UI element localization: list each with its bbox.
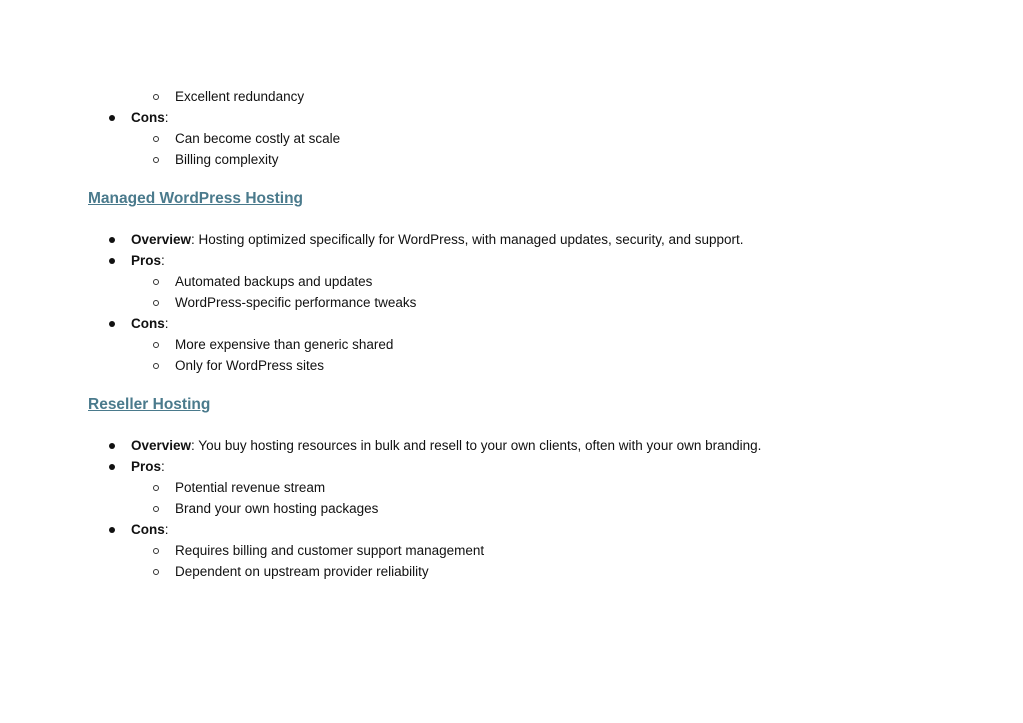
sub-item-text: Dependent on upstream provider reliability <box>175 564 429 579</box>
sub-item-text: WordPress-specific performance tweaks <box>175 295 417 310</box>
overview-text: : You buy hosting resources in bulk and resell to your own clients, often with your own branding. <box>191 438 762 453</box>
sub-item-text: Billing complexity <box>175 152 279 167</box>
colon-text: : <box>164 522 169 537</box>
hollow-bullet-icon <box>153 363 159 369</box>
hollow-bullet-icon <box>153 506 159 512</box>
cons-label: Cons <box>131 316 165 331</box>
colon-text: : <box>161 459 165 474</box>
bullet-icon <box>109 443 115 449</box>
sub-item-text: Automated backups and updates <box>175 274 373 289</box>
hollow-bullet-icon <box>153 157 159 163</box>
bullet-icon <box>109 258 115 264</box>
hollow-bullet-icon <box>153 94 159 100</box>
sub-item-text: Only for WordPress sites <box>175 358 325 373</box>
sub-item-text: Requires billing and customer support management <box>175 543 485 558</box>
overview-text: : Hosting optimized specifically for WordPress, with managed updates, security, and support. <box>191 232 744 247</box>
section-heading-reseller: Reseller Hosting <box>88 396 211 413</box>
hollow-bullet-icon <box>153 300 159 306</box>
hollow-bullet-icon <box>153 569 159 575</box>
overview-label: Overview <box>131 438 192 453</box>
cons-label: Cons <box>131 110 165 125</box>
cons-label: Cons <box>131 522 165 537</box>
hollow-bullet-icon <box>153 279 159 285</box>
section-heading-managed-wordpress: Managed WordPress Hosting <box>88 190 304 207</box>
colon-text: : <box>164 110 169 125</box>
pros-label: Pros <box>131 459 162 474</box>
bullet-icon <box>109 464 115 470</box>
sub-item-text: Can become costly at scale <box>175 131 341 146</box>
overview-label: Overview <box>131 232 192 247</box>
hollow-bullet-icon <box>153 548 159 554</box>
sub-item-text: Brand your own hosting packages <box>175 501 379 516</box>
hollow-bullet-icon <box>153 485 159 491</box>
colon-text: : <box>164 316 169 331</box>
bullet-icon <box>109 115 115 121</box>
bullet-icon <box>109 321 115 327</box>
colon-text: : <box>161 253 165 268</box>
bullet-icon <box>109 527 115 533</box>
sub-item-text: Excellent redundancy <box>175 89 305 104</box>
sub-item-text: Potential revenue stream <box>175 480 326 495</box>
hollow-bullet-icon <box>153 342 159 348</box>
bullet-icon <box>109 237 115 243</box>
pros-label: Pros <box>131 253 162 268</box>
sub-item-text: More expensive than generic shared <box>175 337 394 352</box>
hollow-bullet-icon <box>153 136 159 142</box>
